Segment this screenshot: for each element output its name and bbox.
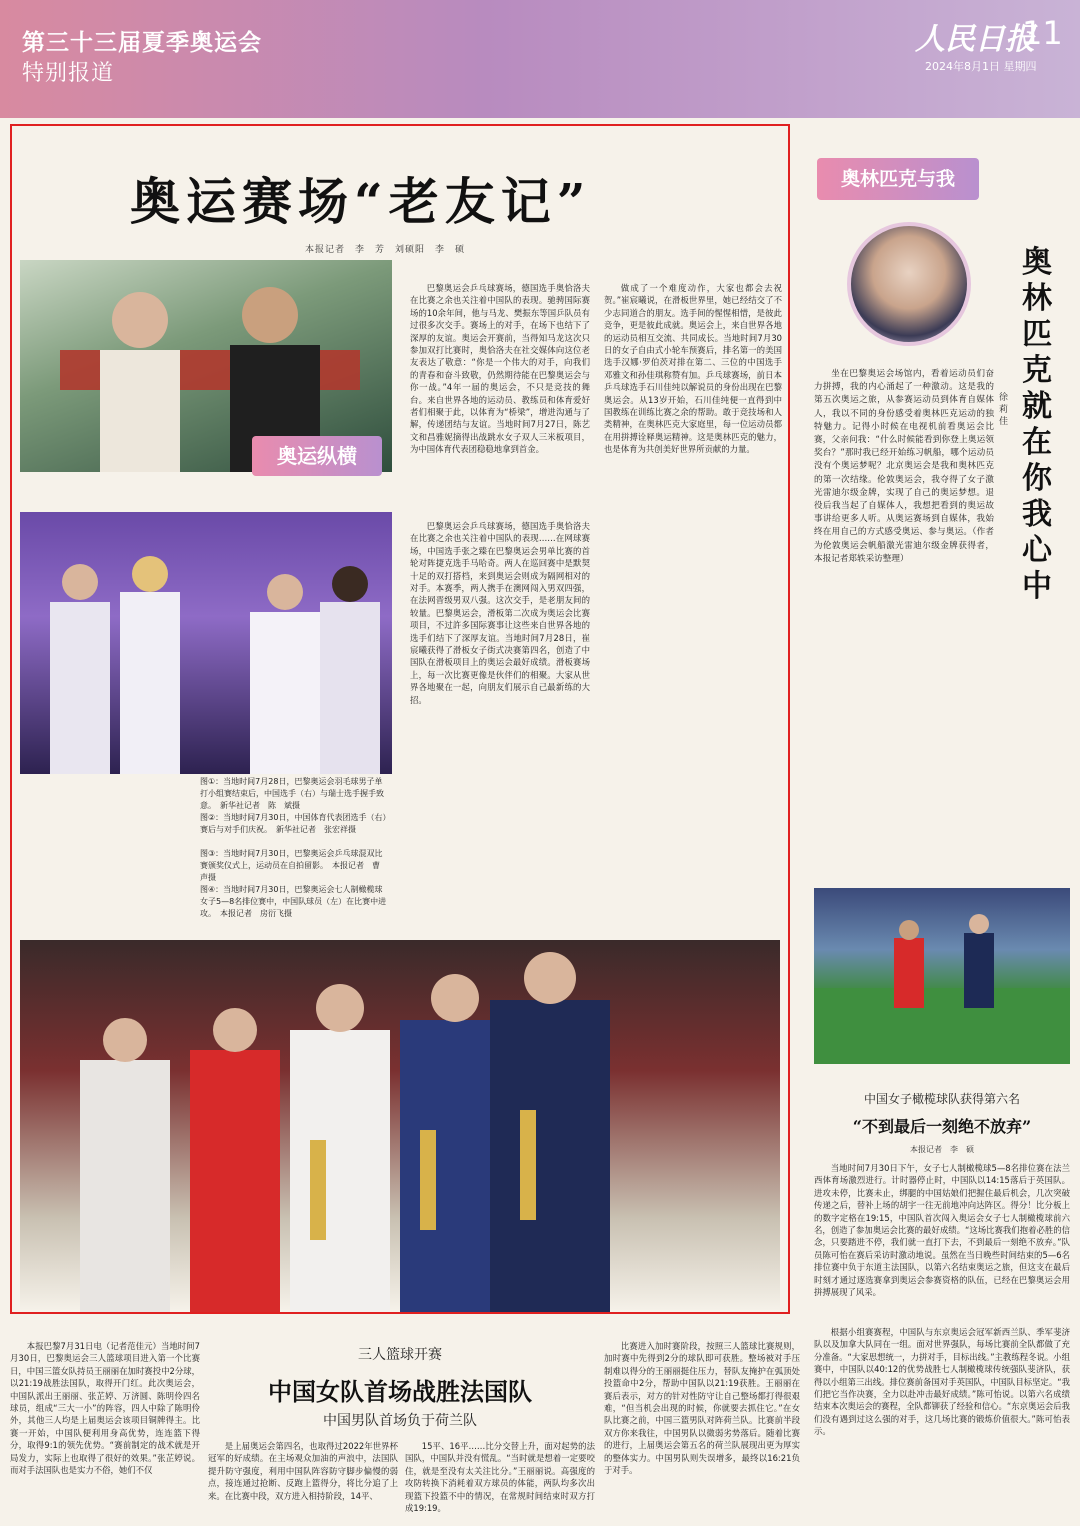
sidebar-author: 徐莉佳 <box>999 393 1009 427</box>
main-headline: 奥运赛场“老友记” <box>130 172 592 231</box>
basketball-lead: 本报巴黎7月31日电（记者范佳元）当地时间7月30日，巴黎奥运会三人篮球项目进入第一个比赛日，中国三篮女队持员王丽丽在加时赛投中2分球，以21:19战胜法国队，取得开门红。此次奥运会，中国队派出王丽丽、张芷婷、万济圆、陈明伶四名球员，组成“三大一小”的阵容，四人中除了陈明伶外，其他三人均是上届奥运会该项目铜牌得主。比赛一开始，中国队便利用身高优势，连连篮下得分，取得9:1的领先优势。“赛前制定的战术就是开局发力，实际上也取得了很好的效果。”张芷婷说。而对手法国队也是实力不俗，她们不仅 <box>10 1341 200 1476</box>
rugby-illustration <box>814 888 1070 1064</box>
basketball-col-2: 是上届奥运会第四名，也取得过2022年世界杯冠军的好成绩。在主场观众加油的声浪中，法国队提升防守强度，利用中国队阵容防守脚步偏慢的弱点，接连通过抢断、反跑上篮得分，将比分追了上来。在比赛中段，双方进入相持阶段，14平、 <box>208 1441 398 1501</box>
caption-photo-4: 图④：当地时间7月30日，巴黎奥运会七人制橄榄球女子5—8名排位赛中，中国队球员（左）在比赛中进攻。 本报记者 房衍飞摄 <box>200 885 387 918</box>
sidebar-body: 坐在巴黎奥运会场馆内，看着运动员们奋力拼搏，我的内心涌起了一种激动。这是我的第五次奥运之旅，从参赛运动员到体育自媒体人，我以不同的身份感受着奥林匹克运动的独特魅力。记得小时候在电视机前看奥运会比赛，父亲问我：“什么时候能看到你登上奥运领奖台？”那时我已经开始练习帆船，哪个运动员没有个奥运梦呢？北京奥运会是我和奥林匹克的第一次结缘。伦敦奥运会，我夺得了女子激光雷迪尔级金牌，实现了自己的奥运梦想。退役后我当起了自媒体人，我想把看到的奥运故事讲给更多人听。从奥运赛场到自媒体，我始终在用自己的方式感受奥运、参与奥运。（作者为伦敦奥运会帆船激光雷迪尔级金牌获得者，本报记者郑轶采访整理） <box>814 369 994 564</box>
caption-photo-3: 图③：当地时间7月30日，巴黎奥运会乒乓球混双比赛颁奖仪式上，运动员在自拍留影。 本报记者 曹 声摄 <box>200 849 388 882</box>
caption-photo-2: 图②：当地时间7月30日，中国体育代表团选手（右）赛后与对手们庆祝。 新华社记者 张宏祥摄 <box>200 813 387 834</box>
section-subtitle: 特别报道 <box>22 61 115 86</box>
rugby-byline: 本报记者 李 硕 <box>910 1145 974 1154</box>
photo-table-tennis-selfie <box>20 940 780 1312</box>
column-tag-olympics-and-me: 奥林匹克与我 <box>817 158 979 200</box>
caption-photo-1: 图①：当地时间7月28日，巴黎奥运会羽毛球男子单打小组赛结束后，中国选手（右）与瑞士选手握手致意。 新华社记者 陈 斌摄 <box>200 777 384 810</box>
paper-logo: 人民日报 <box>915 22 1035 57</box>
sidebar-title: 奥林匹克就在你我心中 <box>1022 245 1052 604</box>
rugby-body: 当地时间7月30日下午，女子七人制橄榄球5—8名排位赛在法兰西体育场激烈进行。计时器停止时，中国队以14:15落后于英国队。进攻未停，比赛未止，绑腿的中国姑娘们把握住最后机会，几次突破传递之后，替补上场的胡宇一往无前地冲向达阵区。得分！比分板上的数字定格在19:15，中国队首次闯入奥运会女子七人制橄榄球前六名，创造了参加奥运会比赛的最好成绩。“这场比赛我们抱着必胜的信念，只要踏进不停，我们就一直打下去，不到最后一刻绝不放弃。”队员陈可怡在赛后采访时激动地说。虽然在当日晚些时间结束的5—6名排位赛中负于东道主法国队，以第六名结束奥运之旅，但这支在最后时刻才通过逐选赛拿到奥运会参赛资格的队伍，已经在巴黎奥运会用拼搏展现了风采。 <box>814 1163 1070 1298</box>
basketball-title: 中国女队首场战胜法国队 <box>268 1377 532 1406</box>
main-byline: 本报记者 李 芳 刘硕阳 李 硕 <box>305 245 466 255</box>
basketball-subtitle: 中国男队首场负于荷兰队 <box>323 1413 477 1429</box>
page-number: 11 <box>1022 14 1063 52</box>
selfie-illustration <box>20 940 780 1312</box>
issue-date: 2024年8月1日 星期四 <box>925 60 1037 73</box>
photo-rugby <box>814 888 1070 1064</box>
author-portrait <box>847 222 971 346</box>
section-title: 第三十三届夏季奥运会 <box>22 30 262 56</box>
fencers-illustration <box>20 512 392 774</box>
rugby-kicker: 中国女子橄榄球队获得第六名 <box>863 1092 1020 1106</box>
column-tag-olympic-overview: 奥运纵横 <box>252 436 382 476</box>
basketball-kicker: 三人篮球开赛 <box>358 1347 442 1363</box>
main-story-col-2: 巴黎奥运会乒乓球赛场，德国选手奥恰洛夫在比赛之余也关注着中国队的表现……在网球赛场，中国选手张之臻在巴黎奥运会男单比赛的首轮对阵捷克选手马哈奇。两人在巡回赛中是默契十足的双打搭档，来到奥运会则成为隔网相对的对手。本赛季，两人携手在澳网闯入男双四强，在法网晋级男双八强。这次交手，是老朋友间的较量。巴黎奥运会，滑板第二次成为奥运会比赛项目，不过許多国际赛事让这些来自世界各地的选手们结下了深厚友谊。当地时间7月28日，崔宸曦获得了滑板女子街式决赛第四名，创造了中国队在滑板项目上的奥运会最好成绩。滑板赛场上，每一次比赛更像是伙伴们的相聚。大家从世界各地聚在一起，向朋友们展示自己最新练的大招。 <box>410 521 590 705</box>
basketball-col-4: 比赛进入加时赛阶段，按照三人篮球比赛规则，加时赛中先得到2分的球队即可获胜。整场被对手压制难以得分的王丽丽挺住压力，替队友掩护在弧顶处投篮命中2分，帮助中国队以21:19获胜。王丽丽在赛后表示，对方的针对性防守让自己整场都打得很艰难，“但当机会出现的时候，你就要去抓住它。”在女队比赛之前，中国三篮男队对阵荷兰队。比赛前半段双方你来我往，中国男队以微弱劣势落后。随着比赛的进行，上届奥运会第五名的荷兰队展现出更为厚实的整体实力。中国男队则失误增多，最终以16:21负于对手。 <box>604 1341 800 1476</box>
rugby-title: “不到最后一刻绝不放弃” <box>852 1117 1032 1136</box>
photo-fencing-celebration <box>20 512 392 774</box>
basketball-col-3: 15平、16平……比分交替上升，面对起势的法国队，中国队并没有慌乱。“当时就是想着一定要咬住，就是至没有太关注比分。”王丽丽说。高强度的攻防转换下消耗着双方球员的体能，两队均多次出现篮下投篮不中的情况，在常规时间结束时双方打成19:19。 <box>405 1441 595 1514</box>
main-story-col-3: 做成了一个难度动作，大家也都会去祝贺。”崔宸曦说，在滑板世界里，她已经结交了不少志同道合的朋友。选手间的惺惺相惜，是彼此竞争，更是彼此成就。奥运会上，来自世界各地的运动员相互交流、共同成长。当地时间7月30日的女子自由式小轮车预赛后，排名第一的美国选手汉娜·罗伯茨对排在第二、三位的中国选手邓雅文和孙佳琪称赞有加。乒乓球赛场，前日本乒乓球选手石川佳纯以解说员的身份出现在巴黎奥运会。从13岁开始，石川佳纯便一直得到中国教练在训练比赛之余的帮助。敢于竞技场和人类精神，在奥林匹克大家庭里，每一位运动员都在用拼搏诠释奥运精神。这是奥林匹克的魅力，也是体育为共创美好世界所贡献的力量。 <box>604 283 782 455</box>
main-story-col-1: 巴黎奥运会乒乓球赛场，德国选手奥恰洛夫在比赛之余也关注着中国队的表现。驰骋国际赛场的10余年间，他与马龙、樊振东等国乒队员有过很多次交手。赛场上的对手，在场下也结下了深厚的友谊。奥运会开赛前，当得知马龙这次只参加双打比赛时，奥恰洛夫在社交媒体向这位老友表达了敬意：“你是一个伟大的对手，向我们的青春和奋斗致敬，仍然期待能在巴黎奥运会与你一战。”4年一届的奥运会，不只是竞技的舞台。来自世界各地的运动员、教练员和体育爱好者们相聚于此，以体育为“桥梁”，增进沟通与了解，传递团结与友谊。当地时间7月27日，陈艺文和昌雅妮摘得出战跳水女子双人三米板项目，为中国体育代表团稳稳地拿到首金。 <box>410 283 590 455</box>
page-header <box>0 0 1080 118</box>
rugby-body-continued: 根据小组赛赛程，中国队与东京奥运会冠军新西兰队、季军斐济队以及加拿大队同在一组。面对世界强队，每场比赛前全队都做了充分准备。“大家思想统一，力拼对手，目标出线。”主教练程冬说。小组赛中，中国队以40:12的优势战胜七人制橄榄球传统强队斐济队，获得以小组第三出线。排位赛前备国对手英国队，中国队目标坚定。“我们把它当作决赛，全力以赴冲击最好成绩。”陈可怡说。以第六名成绩结束本次奥运会的赛程，全队都铆获了经验和信心。“东京奥运会后我们没有遇到过这么强的对手，这几场比赛的锻炼价值很大。”陈可怡表示。 <box>814 1327 1070 1437</box>
